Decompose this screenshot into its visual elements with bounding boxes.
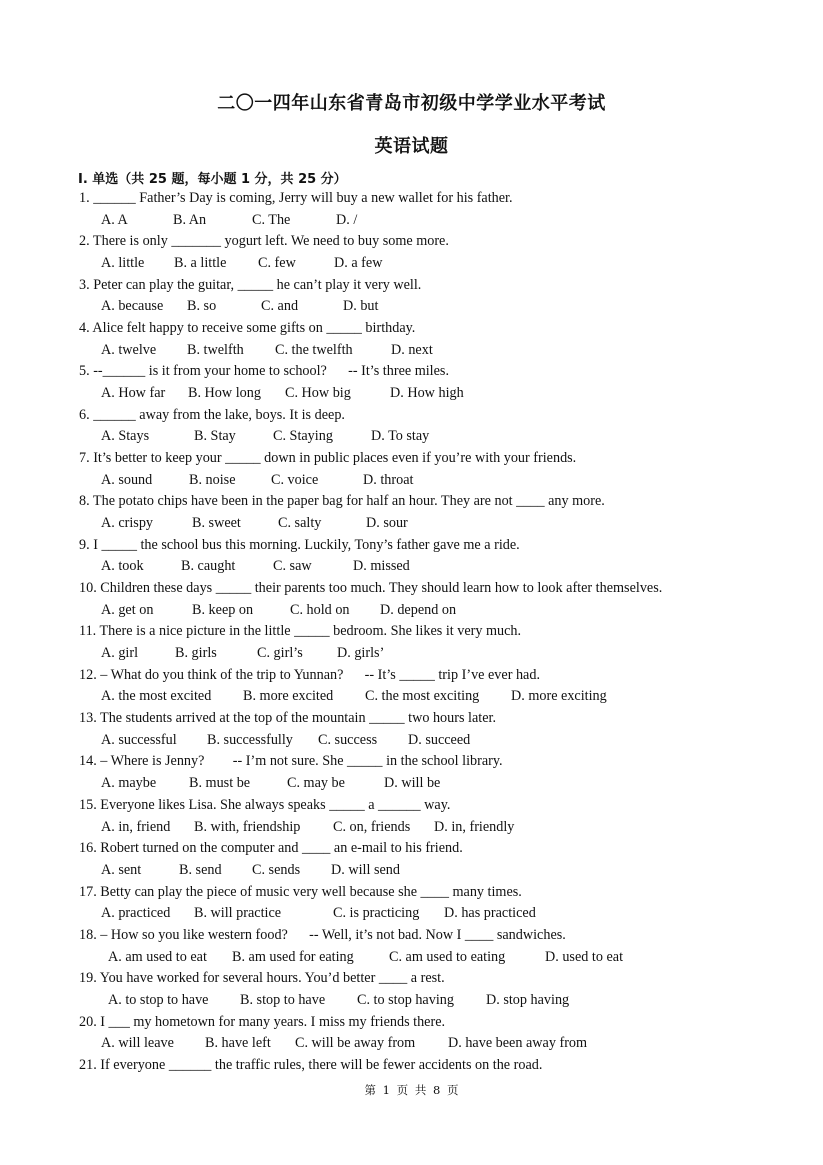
question-item	[79, 361, 799, 404]
answer-option: B. How long	[188, 385, 261, 402]
answer-option: C. may be	[287, 775, 345, 792]
answer-option: A. little	[101, 255, 145, 272]
answer-option: B. keep on	[192, 601, 254, 618]
answer-option: D. How high	[390, 385, 464, 402]
question-item	[79, 578, 799, 621]
answer-options	[101, 903, 554, 923]
answer-option: B. girls	[175, 645, 217, 662]
question-stem: 17. Betty can play the piece of music very well because she ____ many times.	[79, 883, 522, 900]
answer-option: D. more exciting	[511, 688, 607, 705]
question-stem: 21. If everyone ______ the traffic rules, there will be fewer accidents on the road.	[79, 1056, 543, 1073]
question-stem: 19. You have worked for several hours. You’d better ____ a rest.	[79, 970, 445, 987]
answer-option: B. successfully	[207, 731, 293, 748]
question-item	[79, 838, 799, 881]
answer-option: C. am used to eating	[389, 948, 506, 965]
section-heading: I. 单选（共 25 题，每小题 1 分，共 25 分）	[78, 172, 347, 187]
answer-options	[101, 210, 396, 230]
answer-option: D. used to eat	[545, 948, 624, 965]
answer-options	[108, 947, 655, 967]
question-item	[79, 448, 799, 491]
question-item	[79, 231, 799, 274]
answer-options	[101, 253, 394, 273]
answer-option: A. took	[101, 558, 144, 575]
question-stem: 8. The potato chips have been in the paper bag for half an hour. They are not ____ any more.	[79, 493, 605, 510]
answer-option: B. so	[187, 298, 217, 315]
answer-option: A. am used to eat	[108, 948, 207, 965]
answer-option: C. girl’s	[257, 645, 303, 662]
answer-option: B. twelfth	[187, 341, 244, 358]
answer-option: C. Staying	[273, 428, 333, 445]
answer-option: C. The	[252, 211, 291, 228]
answer-options	[101, 730, 488, 750]
question-stem: 20. I ___ my hometown for many years. I miss my friends there.	[79, 1013, 446, 1030]
answer-option: A. in, friend	[101, 818, 171, 835]
question-stem: 3. Peter can play the guitar, _____ he can’t play it very well.	[79, 276, 422, 293]
question-stem: 12. – What do you think of the trip to Yunnan? -- It’s _____ trip I’ve ever had.	[79, 666, 540, 683]
question-item	[79, 275, 799, 318]
question-stem: 7. It’s better to keep your _____ down in public places even if you’re with your friends.	[79, 450, 577, 467]
answer-option: C. the twelfth	[275, 341, 353, 358]
answer-option: C. voice	[271, 471, 319, 488]
question-item	[79, 751, 799, 794]
answer-option: A. practiced	[101, 905, 171, 922]
question-stem: 1. ______ Father’s Day is coming, Jerry will buy a new wallet for his father.	[79, 190, 513, 206]
answer-option: B. sweet	[192, 515, 241, 532]
answer-option: D. throat	[363, 471, 414, 488]
answer-option: A. sent	[101, 861, 142, 878]
answer-options	[101, 296, 403, 316]
answer-option: A. because	[101, 298, 164, 315]
question-stem: 16. Robert turned on the computer and ____ an e-mail to his friend.	[79, 840, 463, 857]
question-stem: 6. ______ away from the lake, boys. It is deep.	[79, 406, 345, 423]
answer-option: D. has practiced	[444, 905, 536, 922]
answer-options	[101, 426, 451, 446]
question-stem: 14. – Where is Jenny? -- I’m not sure. She _____ in the school library.	[79, 753, 503, 770]
question-item	[79, 405, 799, 448]
answer-option: A. A	[101, 211, 128, 228]
question-item	[79, 535, 799, 578]
answer-option: B. send	[179, 861, 222, 878]
answer-option: C. How big	[285, 385, 351, 402]
answer-option: C. will be away from	[295, 1035, 416, 1052]
question-item	[79, 925, 799, 968]
question-item	[79, 708, 799, 751]
answer-option: D. will send	[331, 861, 400, 878]
answer-option: A. to stop to have	[108, 991, 209, 1008]
answer-option: A. Stays	[101, 428, 150, 445]
question-stem: 11. There is a nice picture in the little _____ bedroom. She likes it very much.	[79, 623, 522, 640]
answer-option: C. the most exciting	[365, 688, 480, 705]
answer-options	[108, 990, 596, 1010]
answer-option: D. girls’	[337, 645, 385, 662]
question-stem: 15. Everyone likes Lisa. She always speaks _____ a ______ way.	[79, 796, 451, 813]
answer-option: C. is practicing	[333, 905, 420, 922]
answer-option: D. sour	[366, 515, 408, 532]
answer-option: A. maybe	[101, 775, 157, 792]
question-stem: 13. The students arrived at the top of the mountain _____ two hours later.	[79, 710, 497, 727]
answer-option: B. An	[173, 211, 207, 228]
answer-option: D. in, friendly	[434, 818, 515, 835]
question-item	[79, 621, 799, 664]
answer-option: D. will be	[384, 775, 441, 792]
answer-option: B. stop to have	[240, 991, 326, 1008]
question-stem: 9. I _____ the school bus this morning. Luckily, Tony’s father gave me a ride.	[79, 536, 520, 553]
answer-option: D. a few	[334, 255, 383, 272]
question-item	[79, 188, 799, 231]
question-item	[79, 318, 799, 361]
answer-option: D. next	[391, 341, 433, 358]
answer-option: B. a little	[174, 255, 227, 272]
answer-option: A. twelve	[101, 341, 157, 358]
answer-option: D. stop having	[486, 991, 570, 1008]
answer-option: B. have left	[205, 1035, 271, 1052]
question-stem: 18. – How so you like western food? -- Well, it’s not bad. Now I ____ sandwiches.	[79, 926, 566, 943]
question-item	[79, 1012, 799, 1055]
answer-option: D. missed	[353, 558, 410, 575]
answer-options	[101, 686, 621, 706]
question-item	[79, 968, 799, 1011]
answer-option: C. success	[318, 731, 378, 748]
question-item	[79, 882, 799, 925]
answer-option: B. noise	[189, 471, 236, 488]
answer-option: D. To stay	[371, 428, 430, 445]
answer-option: B. will practice	[194, 905, 282, 922]
answer-option: C. sends	[252, 861, 301, 878]
answer-option: A. How far	[101, 385, 166, 402]
answer-options	[101, 513, 436, 533]
answer-option: B. am used for eating	[232, 948, 354, 965]
question-item	[79, 665, 799, 708]
question-stem: 2. There is only _______ yogurt left. We need to buy some more.	[79, 233, 449, 250]
answer-options	[101, 340, 451, 360]
answer-option: C. on, friends	[333, 818, 411, 835]
answer-option: B. with, friendship	[194, 818, 301, 835]
answer-options	[101, 643, 407, 663]
answer-option: C. hold on	[290, 601, 350, 618]
answer-option: B. more excited	[243, 688, 334, 705]
answer-option: B. caught	[181, 558, 236, 575]
answer-options	[101, 470, 443, 490]
answer-option: C. and	[261, 298, 299, 315]
answer-options	[101, 817, 524, 837]
answer-option: A. successful	[101, 731, 177, 748]
answer-options	[101, 556, 433, 576]
answer-option: B. must be	[189, 775, 251, 792]
answer-option: C. saw	[273, 558, 312, 575]
page-footer: 第 1 页 共 8 页	[364, 1083, 459, 1097]
exam-title: 二〇一四年山东省青岛市初级中学学业水平考试	[217, 93, 606, 114]
answer-option: D. /	[336, 211, 358, 228]
question-stem: 4. Alice felt happy to receive some gifts on _____ birthday.	[79, 320, 416, 337]
answer-option: A. get on	[101, 601, 154, 618]
answer-option: B. Stay	[194, 428, 236, 445]
answer-options	[101, 600, 480, 620]
answer-option: A. the most excited	[101, 688, 212, 705]
answer-options	[101, 1033, 598, 1053]
answer-option: D. have been away from	[448, 1035, 588, 1052]
answer-option: D. succeed	[408, 731, 471, 748]
answer-options	[101, 773, 464, 793]
question-item	[79, 795, 799, 838]
answer-option: A. crispy	[101, 515, 154, 532]
answer-option: C. salty	[278, 515, 322, 532]
question-list	[79, 188, 799, 1098]
answer-option: C. few	[258, 255, 296, 272]
question-stem: 10. Children these days _____ their parents too much. They should learn how to look after themselves.	[79, 580, 663, 597]
answer-option: D. depend on	[380, 601, 457, 618]
question-item	[79, 491, 799, 534]
answer-options	[101, 860, 421, 880]
answer-options	[101, 383, 470, 403]
answer-option: A. sound	[101, 471, 153, 488]
answer-option: D. but	[343, 298, 379, 315]
question-stem: 5. --______ is it from your home to school? -- It’s three miles.	[79, 363, 449, 380]
exam-subtitle: 英语试题	[374, 136, 449, 157]
answer-option: A. will leave	[101, 1035, 174, 1052]
answer-option: C. to stop having	[357, 991, 454, 1008]
answer-option: A. girl	[101, 645, 139, 662]
